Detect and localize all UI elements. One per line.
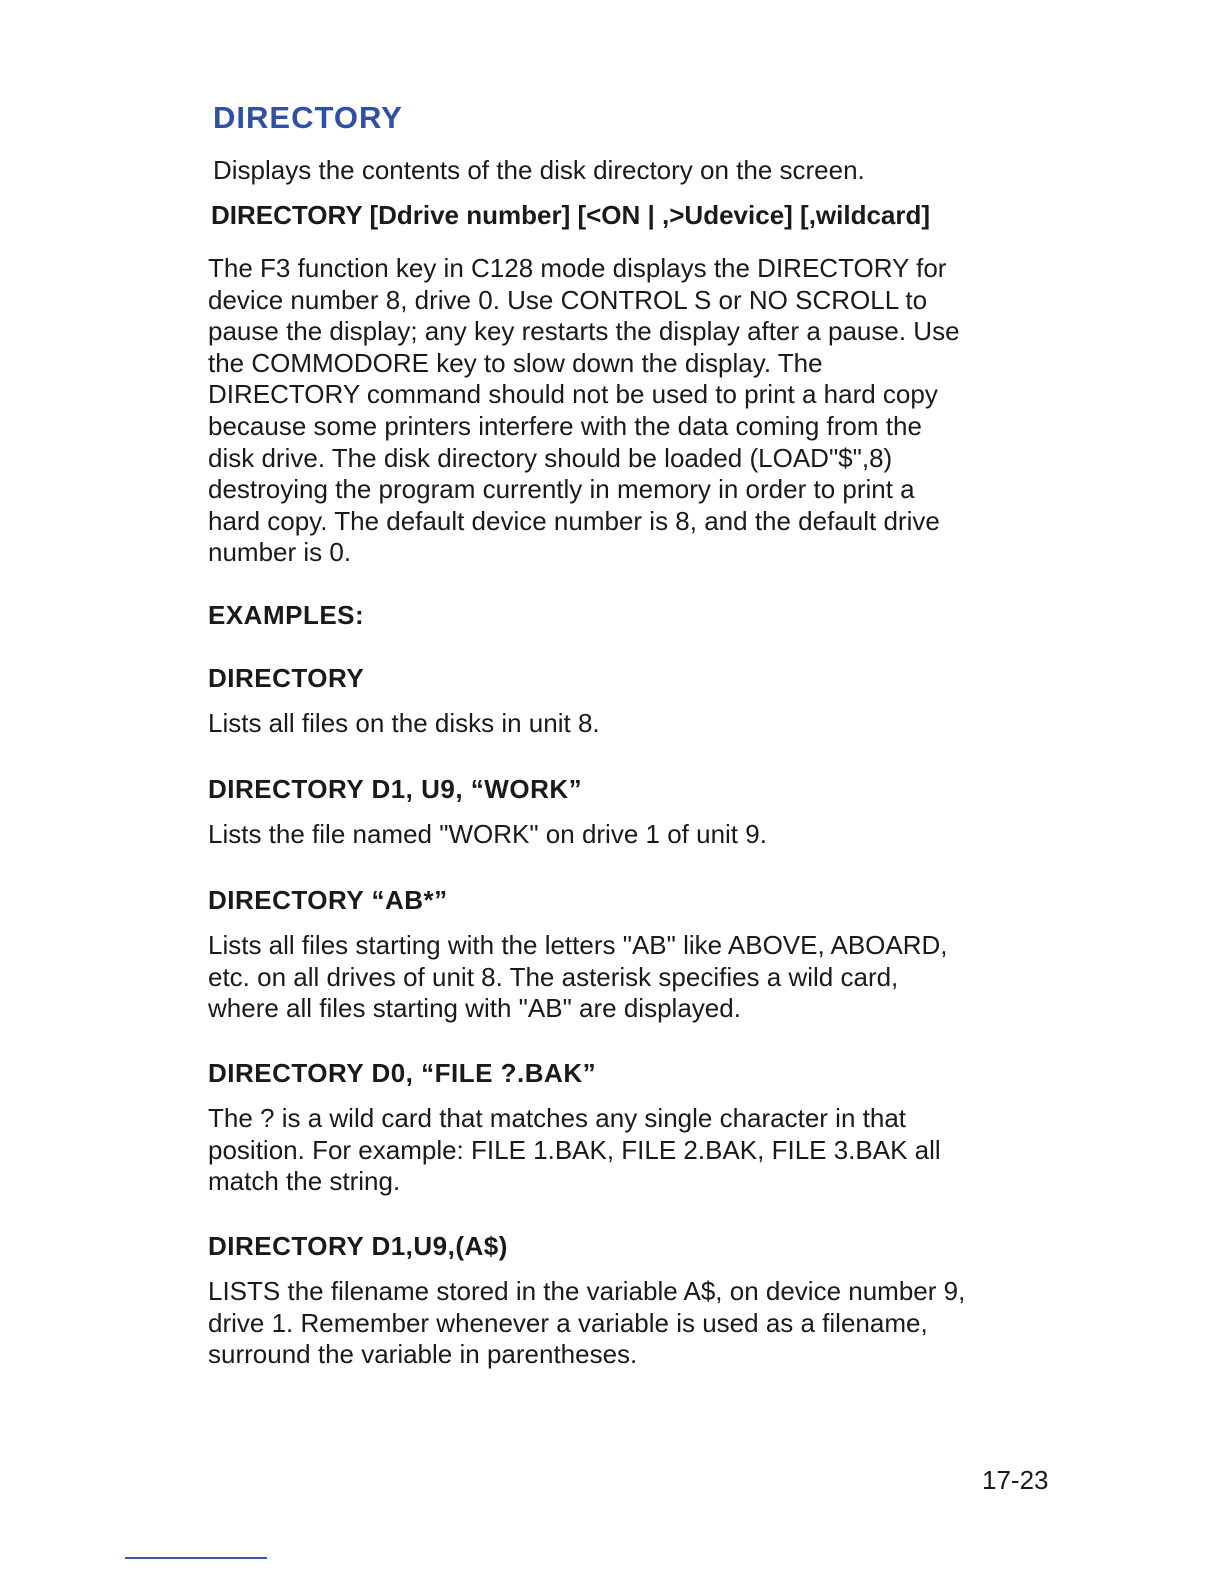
- example-line: Lists all files on the disks in unit 8.: [208, 708, 600, 738]
- command-syntax: DIRECTORY [Ddrive number] [<ON | ,>Udevice] [,wildcard]: [211, 200, 931, 230]
- example-line: Lists all files starting with the letters "AB" like ABOVE, ABOARD,: [208, 930, 948, 960]
- section-body: [208, 253, 1058, 569]
- body-line: DIRECTORY command should not be used to print a hard copy: [208, 379, 938, 410]
- example-3: [208, 885, 1068, 1025]
- example-line: match the string.: [208, 1166, 401, 1197]
- example-command: DIRECTORY D1,U9,(A$): [208, 1231, 508, 1261]
- example-command: DIRECTORY D1, U9, “WORK”: [208, 774, 583, 804]
- example-description: [208, 1276, 1068, 1371]
- example-line: surround the variable in parentheses.: [208, 1339, 638, 1370]
- body-line: because some printers interfere with the data coming from the: [208, 410, 922, 441]
- page-number: 17-23: [982, 1465, 1049, 1495]
- section-summary: Displays the contents of the disk directory on the screen.: [213, 155, 865, 185]
- example-2: [208, 774, 1068, 851]
- example-4: [208, 1058, 1068, 1198]
- body-line: hard copy. The default device number is 8, and the default drive: [208, 505, 940, 536]
- footer-rule: [125, 1557, 267, 1559]
- example-command: DIRECTORY “AB*”: [208, 885, 448, 915]
- example-description: [208, 819, 1068, 851]
- body-line: number is 0.: [208, 537, 352, 568]
- section-title: DIRECTORY: [213, 100, 403, 135]
- example-line: position. For example: FILE 1.BAK, FILE 2.BAK, FILE 3.BAK all: [208, 1134, 941, 1165]
- body-line: disk drive. The disk directory should be loaded (LOAD"$",8): [208, 442, 893, 473]
- example-description: [208, 930, 1068, 1025]
- example-line: where all files starting with "AB" are displayed.: [208, 993, 741, 1024]
- example-description: [208, 1103, 1068, 1198]
- example-command: DIRECTORY D0, “FILE ?.BAK”: [208, 1058, 597, 1088]
- example-1: [208, 663, 1068, 740]
- example-line: etc. on all drives of unit 8. The asterisk specifies a wild card,: [208, 961, 899, 992]
- example-command: DIRECTORY: [208, 663, 365, 693]
- body-line: the COMMODORE key to slow down the display. The: [208, 347, 823, 378]
- body-line: destroying the program currently in memory in order to print a: [208, 474, 915, 505]
- examples-heading: EXAMPLES:: [208, 600, 365, 630]
- example-description: [208, 708, 1068, 740]
- body-line: pause the display; any key restarts the display after a pause. Use: [208, 316, 960, 347]
- body-line: The F3 function key in C128 mode displays the DIRECTORY for: [208, 253, 947, 283]
- example-line: LISTS the filename stored in the variable A$, on device number 9,: [208, 1276, 966, 1306]
- body-line: device number 8, drive 0. Use CONTROL S or NO SCROLL to: [208, 284, 928, 315]
- example-line: Lists the file named "WORK" on drive 1 of unit 9.: [208, 819, 767, 849]
- example-5: [208, 1231, 1068, 1371]
- example-line: drive 1. Remember whenever a variable is used as a filename,: [208, 1307, 928, 1338]
- example-line: The ? is a wild card that matches any single character in that: [208, 1103, 907, 1133]
